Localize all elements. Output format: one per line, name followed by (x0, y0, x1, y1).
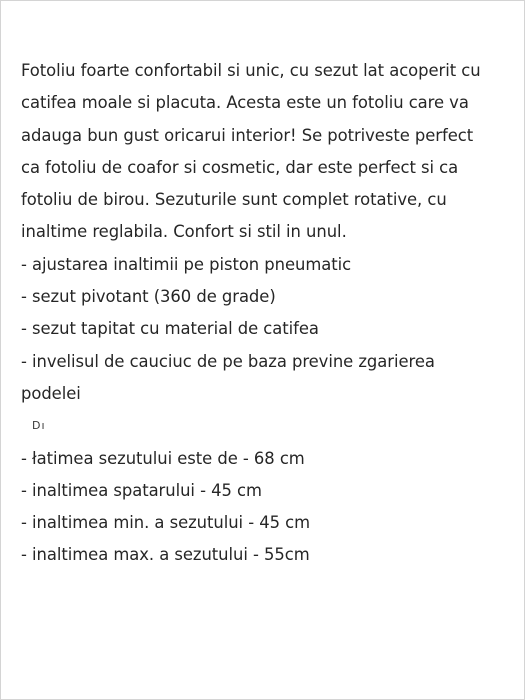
feature-item: - ajustarea inaltimii pe piston pneumatic (21, 254, 352, 274)
description-line: catifea moale si placuta. Acesta este un fotoliu care va (21, 93, 469, 113)
product-description (21, 55, 511, 572)
feature-item: - invelisul de cauciuc de pe baza previne zgarierea (21, 351, 435, 371)
dimension-item: - łatimea sezutului este de - 68 cm (21, 448, 305, 468)
description-line: Fotoliu foarte confortabil si unic, cu sezut lat acoperit cu (21, 61, 481, 80)
description-line: ca fotoliu de coafor si cosmetic, dar este perfect si ca (21, 157, 459, 177)
description-line: inaltime reglabila. Confort si stil in unul. (21, 222, 347, 242)
feature-item: - sezut pivotant (360 de grade) (21, 287, 276, 307)
dimension-item: - inaltimea max. a sezutului - 55cm (21, 545, 310, 565)
feature-item: - sezut tapitat cu material de catifea (21, 319, 319, 339)
description-line: adauga bun gust oricarui interior! Se potriveste perfect (21, 125, 474, 145)
dimension-item: - inaltimea spatarului - 45 cm (21, 480, 262, 500)
description-line: fotoliu de birou. Sezuturile sunt complet rotative, cu (21, 190, 447, 210)
dimension-item: - inaltimea min. a sezutului - 45 cm (21, 513, 311, 533)
feature-item-continued: podelei (21, 383, 81, 403)
dimensions-heading: Dı (32, 419, 46, 433)
